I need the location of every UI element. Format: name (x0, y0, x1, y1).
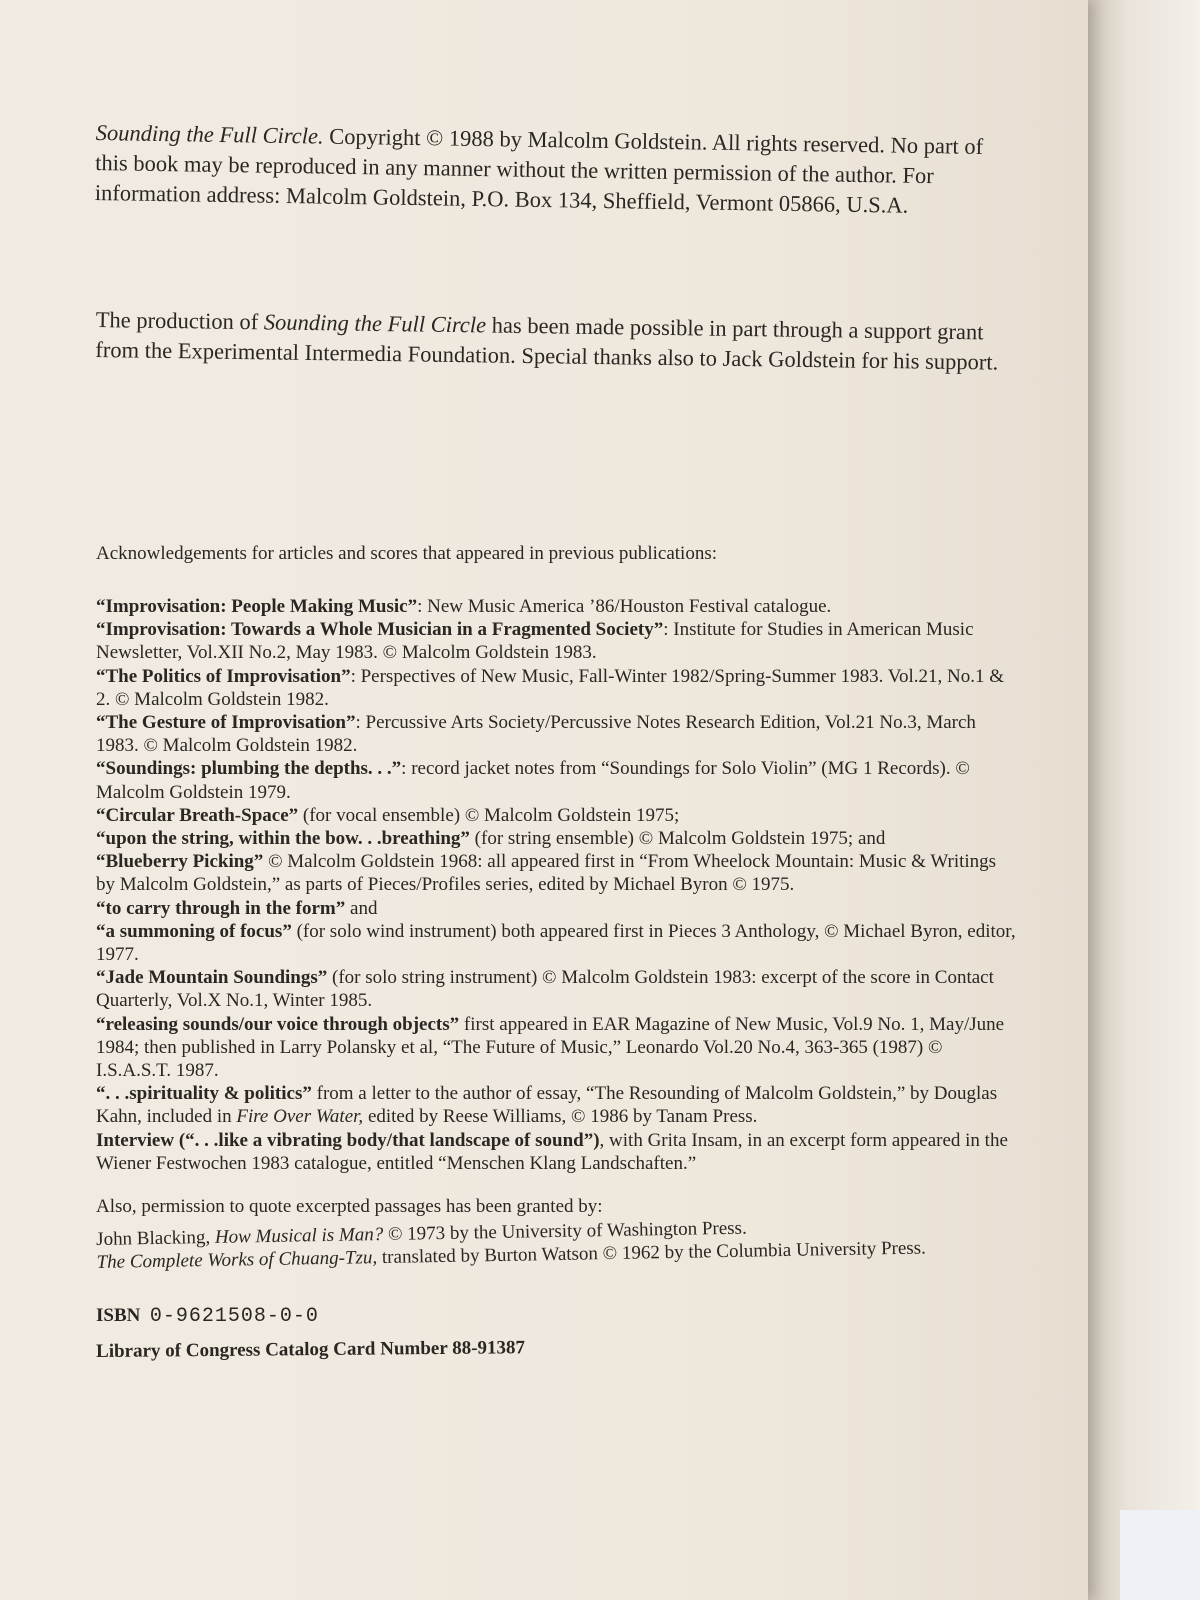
quote-text: © 1973 by the University of Washington Press. (383, 1217, 747, 1245)
quote-permissions (96, 1212, 1017, 1274)
item-title: “The Politics of Improvisation” (96, 665, 351, 687)
item-title: “to carry through in the form” (96, 897, 346, 919)
item-text: (for vocal ensemble) © Malcolm Goldstein 1975; (298, 804, 680, 826)
item-title: “Improvisation: People Making Music” (96, 596, 418, 617)
item-text: and (345, 897, 378, 919)
item-text-continued: edited by Reese Williams, © 1986 by Tanam Press. (363, 1106, 758, 1128)
acknowledgements-heading-block (96, 542, 1016, 565)
acknowledgements-heading: Acknowledgements for articles and scores that appeared in previous publications: (96, 543, 717, 564)
copyright-notice (95, 118, 1016, 222)
item-title: “The Gesture of Improvisation” (96, 712, 356, 734)
list-item (96, 665, 1016, 711)
item-title: “Jade Mountain Soundings” (96, 967, 328, 989)
item-title: “Blueberry Picking” (96, 851, 264, 873)
item-text: : Perspectives of New Music, Fall-Winter 1982/Spring-Summer 1983. Vol.21, No.1 & 2. © Malcolm Goldstein 1982. (96, 665, 1005, 710)
item-title: “a summoning of focus” (96, 920, 292, 942)
book-title: Sounding the Full Circle. (95, 119, 324, 149)
item-text: : Percussive Arts Society/Percussive Notes Research Edition, Vol.21 No.3, March 1983. © Malcolm Goldstein 1982. (96, 712, 976, 757)
item-title: “Soundings: plumbing the depths. . .” (96, 758, 402, 780)
item-text: © Malcolm Goldstein 1968: all appeared first in “From Wheelock Mountain: Music & Writings by Malcolm Goldstein,” as parts of Pieces/Profiles series, edited by Michael Byron © 1975. (96, 851, 997, 896)
quote-author: John Blacking, (96, 1227, 211, 1250)
item-title: Interview (“. . .like a vibrating body/that landscape of sound”) (96, 1129, 600, 1151)
lccn-line (96, 1332, 1016, 1363)
item-title: “Circular Breath-Space” (96, 804, 299, 826)
item-text: (for solo string instrument) © Malcolm Goldstein 1983: excerpt of the score in Contact Quarterly, Vol.X No.1, Winter 1985. (96, 967, 994, 1012)
item-text: : Institute for Studies in American Music Newsletter, Vol.XII No.2, May 1983. © Malcolm Goldstein 1983. (96, 619, 974, 664)
item-text: first appeared in EAR Magazine of New Music, Vol.9 No. 1, May/June 1984; then published in Larry Polansky et al, “The Future of Music,” Leonardo Vol.20 No.4, 363-365 (1987) © I.S.A.S.T. 1987. (96, 1013, 1005, 1082)
list-item (96, 897, 1016, 920)
list-item (96, 1013, 1016, 1083)
isbn-value: 0-9621508-0-0 (149, 1305, 319, 1328)
list-item (96, 1129, 1016, 1175)
acknowledgements-list (96, 595, 1016, 1175)
background-corner (1120, 1510, 1200, 1600)
item-text: , with Grita Insam, in an excerpt form appeared in the Wiener Festwochen 1983 catalogue, entitled “Menschen Klang Landschaften.” (96, 1129, 1008, 1174)
item-italic-title: Fire Over Water, (236, 1106, 364, 1128)
list-item (96, 966, 1016, 1012)
item-title: “Improvisation: Towards a Whole Musician in a Fragmented Society” (96, 619, 664, 641)
list-item (96, 618, 1016, 664)
item-text: (for solo wind instrument) both appeared first in Pieces 3 Anthology, © Michael Byron, editor, 1977. (96, 920, 1016, 966)
quote-text: translated by Burton Watson © 1962 by the Columbia University Press. (377, 1237, 927, 1269)
page-edge-shadow (1088, 0, 1200, 1600)
item-text: : New Music America ’86/Houston Festival catalogue. (417, 596, 832, 617)
isbn-line (96, 1304, 1016, 1328)
item-text: from a letter to the author of essay, “The Resounding of Malcolm Goldstein,” by Douglas Kahn, included in (96, 1083, 998, 1128)
item-title: “releasing sounds/our voice through objects” (96, 1013, 460, 1035)
list-item (96, 595, 1016, 618)
production-lead: The production of (95, 306, 259, 335)
copyright-text: Copyright © 1988 by Malcolm Goldstein. All rights reserved. No part of this book may be reproduced in any manner without the written permission of the author. For information address: Malcolm Goldstein, P.O. Box 134, Sheffield, Vermont 05866, U.S.A. (94, 123, 984, 218)
production-book-title: Sounding the Full Circle (263, 309, 487, 338)
item-text: (for string ensemble) © Malcolm Goldstein 1975; and (469, 828, 886, 850)
item-text: : record jacket notes from “Soundings for Solo Violin” (MG 1 Records). © Malcolm Goldstein 1979. (96, 758, 970, 803)
item-title: “upon the string, within the bow. . .breathing” (96, 828, 470, 850)
list-item (96, 827, 1016, 850)
list-item (96, 757, 1016, 803)
list-item (96, 850, 1016, 896)
production-note (95, 305, 1016, 378)
permission-heading: Also, permission to quote excerpted passages has been granted by: (96, 1196, 603, 1217)
list-item (96, 711, 1016, 757)
item-title: “. . .spirituality & politics” (96, 1083, 312, 1105)
production-text: has been made possible in part through a support grant from the Experimental Intermedia Foundation. Special thanks also to Jack Goldstein for his support. (95, 312, 999, 375)
quote-title: The Complete Works of Chuang-Tzu, (96, 1247, 378, 1274)
isbn-label: ISBN (96, 1305, 141, 1326)
list-item (96, 804, 1016, 827)
quote-title: How Musical is Man? (214, 1223, 384, 1248)
list-item (96, 920, 1016, 966)
lccn-text: Library of Congress Catalog Card Number 88-91387 (96, 1337, 526, 1362)
list-item (96, 1082, 1016, 1128)
